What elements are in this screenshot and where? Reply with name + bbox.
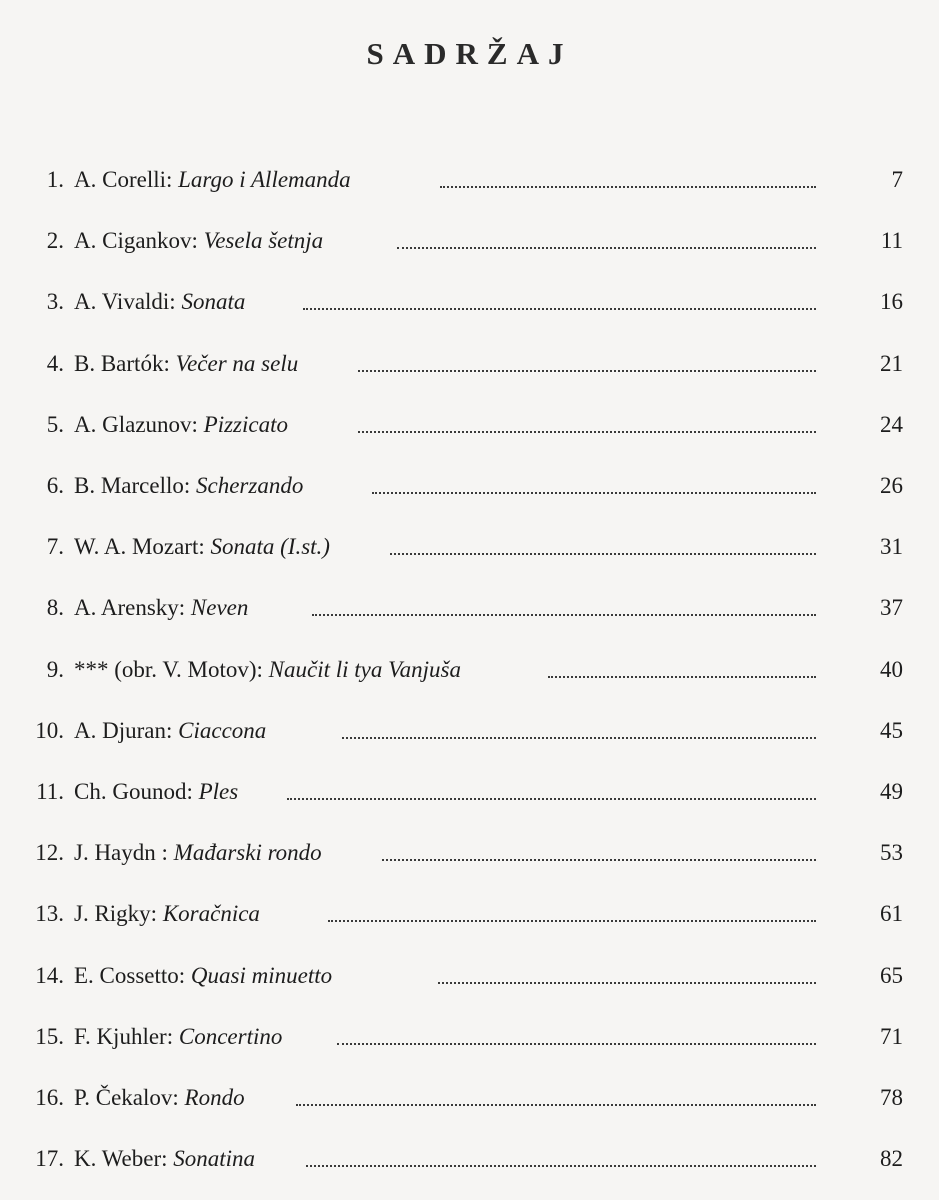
toc-entry: [0, 1080, 939, 1116]
page-title: SADRŽAJ: [366, 36, 573, 71]
page-number: 7: [891, 167, 903, 192]
entry-title: [74, 1080, 245, 1116]
entry-title: [74, 407, 288, 443]
toc-entry: [0, 896, 939, 932]
toc-entry: [0, 284, 939, 320]
entry-title: [74, 284, 245, 320]
entry-title: [74, 468, 303, 504]
work-title: Sonatina: [173, 1146, 256, 1172]
page-number: 82: [880, 1146, 903, 1172]
composer-name: P. Čekalov:: [74, 1085, 179, 1110]
dot-leader: [342, 737, 816, 739]
composer-name: A. Djuran:: [74, 717, 173, 743]
page-number: 37: [880, 595, 903, 621]
dot-leader: [440, 186, 816, 188]
toc-entry: [0, 223, 939, 259]
entry-number: 9.: [46, 656, 64, 682]
composer-name: A. Corelli:: [74, 167, 173, 192]
composer-name: B. Marcello:: [74, 473, 191, 498]
dot-leader: [397, 247, 816, 249]
entry-title: [74, 835, 322, 871]
work-title: Koračnica: [162, 901, 260, 927]
composer-name: A. Arensky:: [74, 595, 186, 621]
entry-number: 15.: [35, 1023, 64, 1049]
entry-title: [74, 346, 298, 382]
page-number: 53: [880, 840, 903, 866]
entry-number: 6.: [46, 473, 64, 498]
toc-entry: [0, 713, 939, 749]
entry-number: 2.: [46, 228, 64, 254]
page-number: 16: [880, 289, 903, 315]
work-title: Ciaccona: [178, 717, 267, 743]
page-number: 65: [880, 962, 903, 988]
work-title: Ples: [198, 779, 239, 804]
page-number: 61: [880, 901, 903, 927]
work-title: Sonata: [181, 289, 246, 315]
composer-name: A. Vivaldi:: [74, 289, 176, 315]
dot-leader: [390, 553, 816, 555]
dot-leader: [548, 676, 816, 678]
entry-title: [74, 774, 238, 810]
dot-leader: [358, 431, 816, 433]
composer-name: A. Cigankov:: [74, 228, 198, 254]
toc-entry: [0, 774, 939, 810]
toc-entry: [0, 1019, 939, 1055]
work-title: Sonata (I.st.): [210, 534, 330, 560]
toc-entry: [0, 652, 939, 688]
page-number: 40: [880, 656, 903, 682]
entry-number: 3.: [46, 289, 64, 315]
work-title: Quasi minuetto: [190, 962, 333, 988]
page-number: 31: [880, 534, 903, 560]
entry-number: 8.: [46, 595, 64, 621]
dot-leader: [296, 1104, 816, 1106]
entry-number: 14.: [35, 962, 64, 988]
page-number: 24: [880, 411, 903, 437]
composer-name: Ch. Gounod:: [74, 779, 193, 804]
entry-number: 10.: [35, 717, 64, 743]
page-number: 45: [880, 717, 903, 743]
entry-title: [74, 1019, 282, 1055]
work-title: Naučit li tya Vanjuša: [268, 656, 461, 682]
work-title: Vesela šetnja: [203, 228, 324, 254]
toc-entry: [0, 468, 939, 504]
dot-leader: [303, 308, 816, 310]
page-number: 49: [880, 779, 903, 804]
entry-title: [74, 713, 266, 749]
toc-entry: [0, 1141, 939, 1177]
dot-leader: [312, 614, 816, 616]
dot-leader: [306, 1165, 816, 1167]
entry-title: [74, 896, 260, 932]
entry-number: 4.: [46, 350, 64, 376]
composer-name: *** (obr. V. Motov):: [74, 656, 263, 682]
toc-entry: [0, 529, 939, 565]
entry-number: 11.: [36, 779, 64, 804]
page-number: 11: [880, 228, 903, 254]
composer-name: F. Kjuhler:: [74, 1023, 174, 1049]
composer-name: K. Weber:: [74, 1146, 168, 1172]
work-title: Scherzando: [196, 473, 304, 498]
entry-number: 12.: [35, 840, 64, 866]
entry-number: 5.: [46, 411, 64, 437]
work-title: Pizzicato: [203, 411, 289, 437]
entry-title: [74, 1141, 255, 1177]
page-number: 26: [880, 473, 903, 498]
entry-title: [74, 652, 461, 688]
toc-entry: [0, 346, 939, 382]
entry-title: [74, 590, 248, 626]
entry-title: [74, 223, 323, 259]
composer-name: J. Haydn :: [74, 840, 168, 866]
dot-leader: [328, 920, 816, 922]
entry-title: [74, 958, 332, 994]
dot-leader: [358, 370, 816, 372]
work-title: Concertino: [178, 1023, 283, 1049]
work-title: Večer na selu: [175, 350, 299, 376]
entry-title: [74, 162, 351, 198]
entry-title: [74, 529, 330, 565]
work-title: Mađarski rondo: [173, 840, 322, 866]
entry-number: 16.: [35, 1085, 64, 1110]
entry-number: 13.: [35, 901, 64, 927]
work-title: Rondo: [184, 1085, 245, 1110]
dot-leader: [287, 798, 816, 800]
toc-entry: [0, 958, 939, 994]
composer-name: B. Bartók:: [74, 350, 170, 376]
composer-name: W. A. Mozart:: [74, 534, 205, 560]
toc-entry: [0, 407, 939, 443]
dot-leader: [337, 1043, 816, 1045]
page-number: 71: [880, 1023, 903, 1049]
work-title: Largo i Allemanda: [178, 167, 351, 192]
page-number: 78: [880, 1085, 903, 1110]
composer-name: J. Rigky:: [74, 901, 158, 927]
composer-name: A. Glazunov:: [74, 411, 198, 437]
work-title: Neven: [190, 595, 249, 621]
entry-number: 17.: [35, 1146, 64, 1172]
toc-entry: [0, 835, 939, 871]
dot-leader: [382, 859, 816, 861]
dot-leader: [438, 982, 816, 984]
composer-name: E. Cossetto:: [74, 962, 186, 988]
entry-number: 7.: [46, 534, 64, 560]
entry-number: 1.: [46, 167, 64, 192]
toc-entry: [0, 590, 939, 626]
dot-leader: [372, 492, 816, 494]
toc-entry: [0, 162, 939, 198]
page-number: 21: [880, 350, 903, 376]
